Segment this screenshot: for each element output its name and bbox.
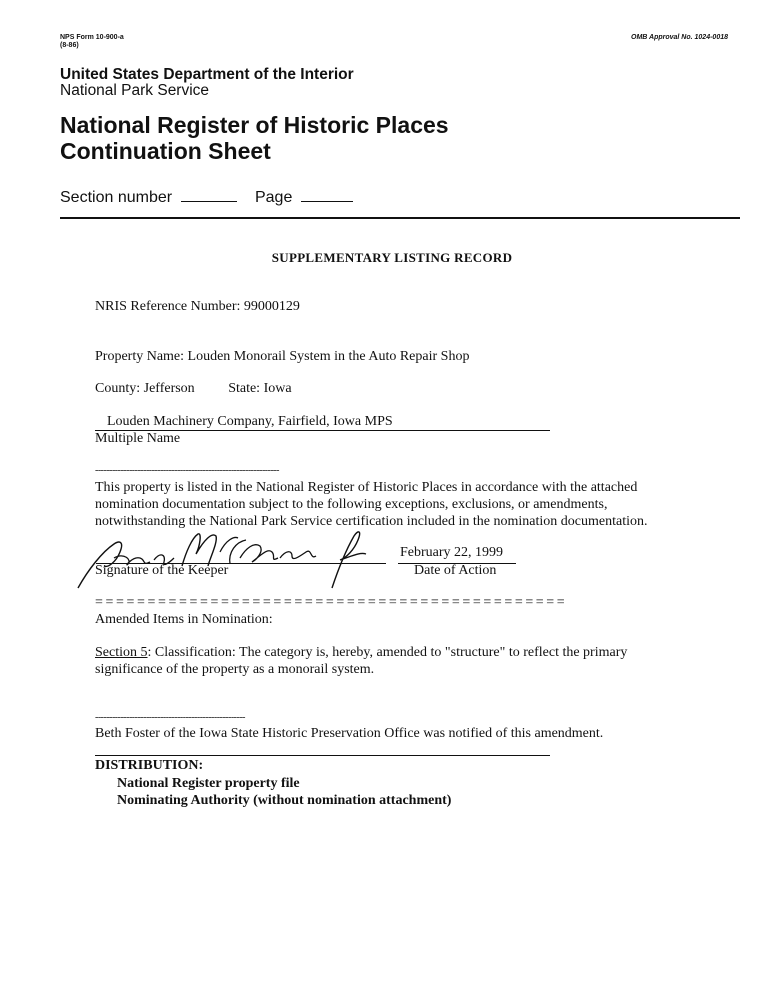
county-state-row: [95, 381, 292, 397]
separator-dashes-2: -----------------------------------------------------: [95, 712, 245, 723]
sheet-title: Continuation Sheet: [60, 138, 271, 164]
section5-line-1: [95, 645, 627, 661]
section5-text: : Classification: The category is, hereby, amended to "structure" to reflect the primary: [147, 645, 628, 660]
section5-line-2: significance of the property as a monorail system.: [95, 662, 375, 677]
page-label: Page: [254, 189, 293, 206]
date-of-action-label: Date of Action: [414, 563, 497, 578]
form-number: [60, 34, 124, 50]
section-number-label: Section number: [60, 189, 173, 206]
listing-text-1: This property is listed in the National Register of Historic Places in accordance with the attached: [95, 480, 638, 495]
state: State: Iowa: [228, 381, 292, 396]
listing-text-2: nomination documentation subject to the following exceptions, exclusions, or amendments,: [95, 497, 608, 512]
header-rule: [60, 217, 740, 219]
register-title: National Register of Historic Places: [60, 112, 449, 138]
date-of-action-value: February 22, 1999: [400, 545, 504, 560]
signature-label: Signature of the Keeper: [95, 563, 229, 578]
multiple-name-label: Multiple Name: [95, 431, 181, 446]
separator-dashes: -----------------------------------------------------------------: [95, 465, 279, 476]
form-number-text: NPS Form 10-900-a: [60, 34, 124, 41]
form-date-text: (8-86): [60, 42, 79, 49]
multiple-name-field: [95, 414, 550, 431]
distribution-heading: DISTRIBUTION:: [95, 758, 204, 773]
omb-approval: OMB Approval No. 1024-0018: [631, 34, 728, 41]
distribution-item: Nominating Authority (without nomination attachment): [117, 793, 452, 808]
county: County: Jefferson: [95, 381, 195, 396]
page-blank: [301, 187, 353, 202]
distribution-rule: [95, 755, 550, 756]
section-page-row: [60, 187, 353, 207]
listing-text-3: notwithstanding the National Park Service certification included in the nomination documentation.: [95, 514, 648, 529]
keeper-signature: [70, 522, 370, 592]
section-number-blank: [181, 187, 237, 202]
service-name: National Park Service: [60, 82, 210, 99]
department-name: United States Department of the Interior: [60, 66, 354, 83]
distribution-item: National Register property file: [117, 776, 300, 791]
property-name: Property Name: Louden Monorail System in the Auto Repair Shop: [95, 349, 470, 364]
section5-label: Section 5: [95, 645, 148, 660]
nris-reference: NRIS Reference Number: 99000129: [95, 299, 300, 314]
shpo-notification: Beth Foster of the Iowa State Historic Preservation Office was notified of this amendment.: [95, 726, 604, 741]
equals-divider: =============================================: [95, 595, 568, 610]
record-heading: SUPPLEMENTARY LISTING RECORD: [271, 250, 513, 265]
multiple-name-value: Louden Machinery Company, Fairfield, Iowa MPS: [95, 414, 550, 431]
amended-heading: Amended Items in Nomination:: [95, 612, 273, 627]
